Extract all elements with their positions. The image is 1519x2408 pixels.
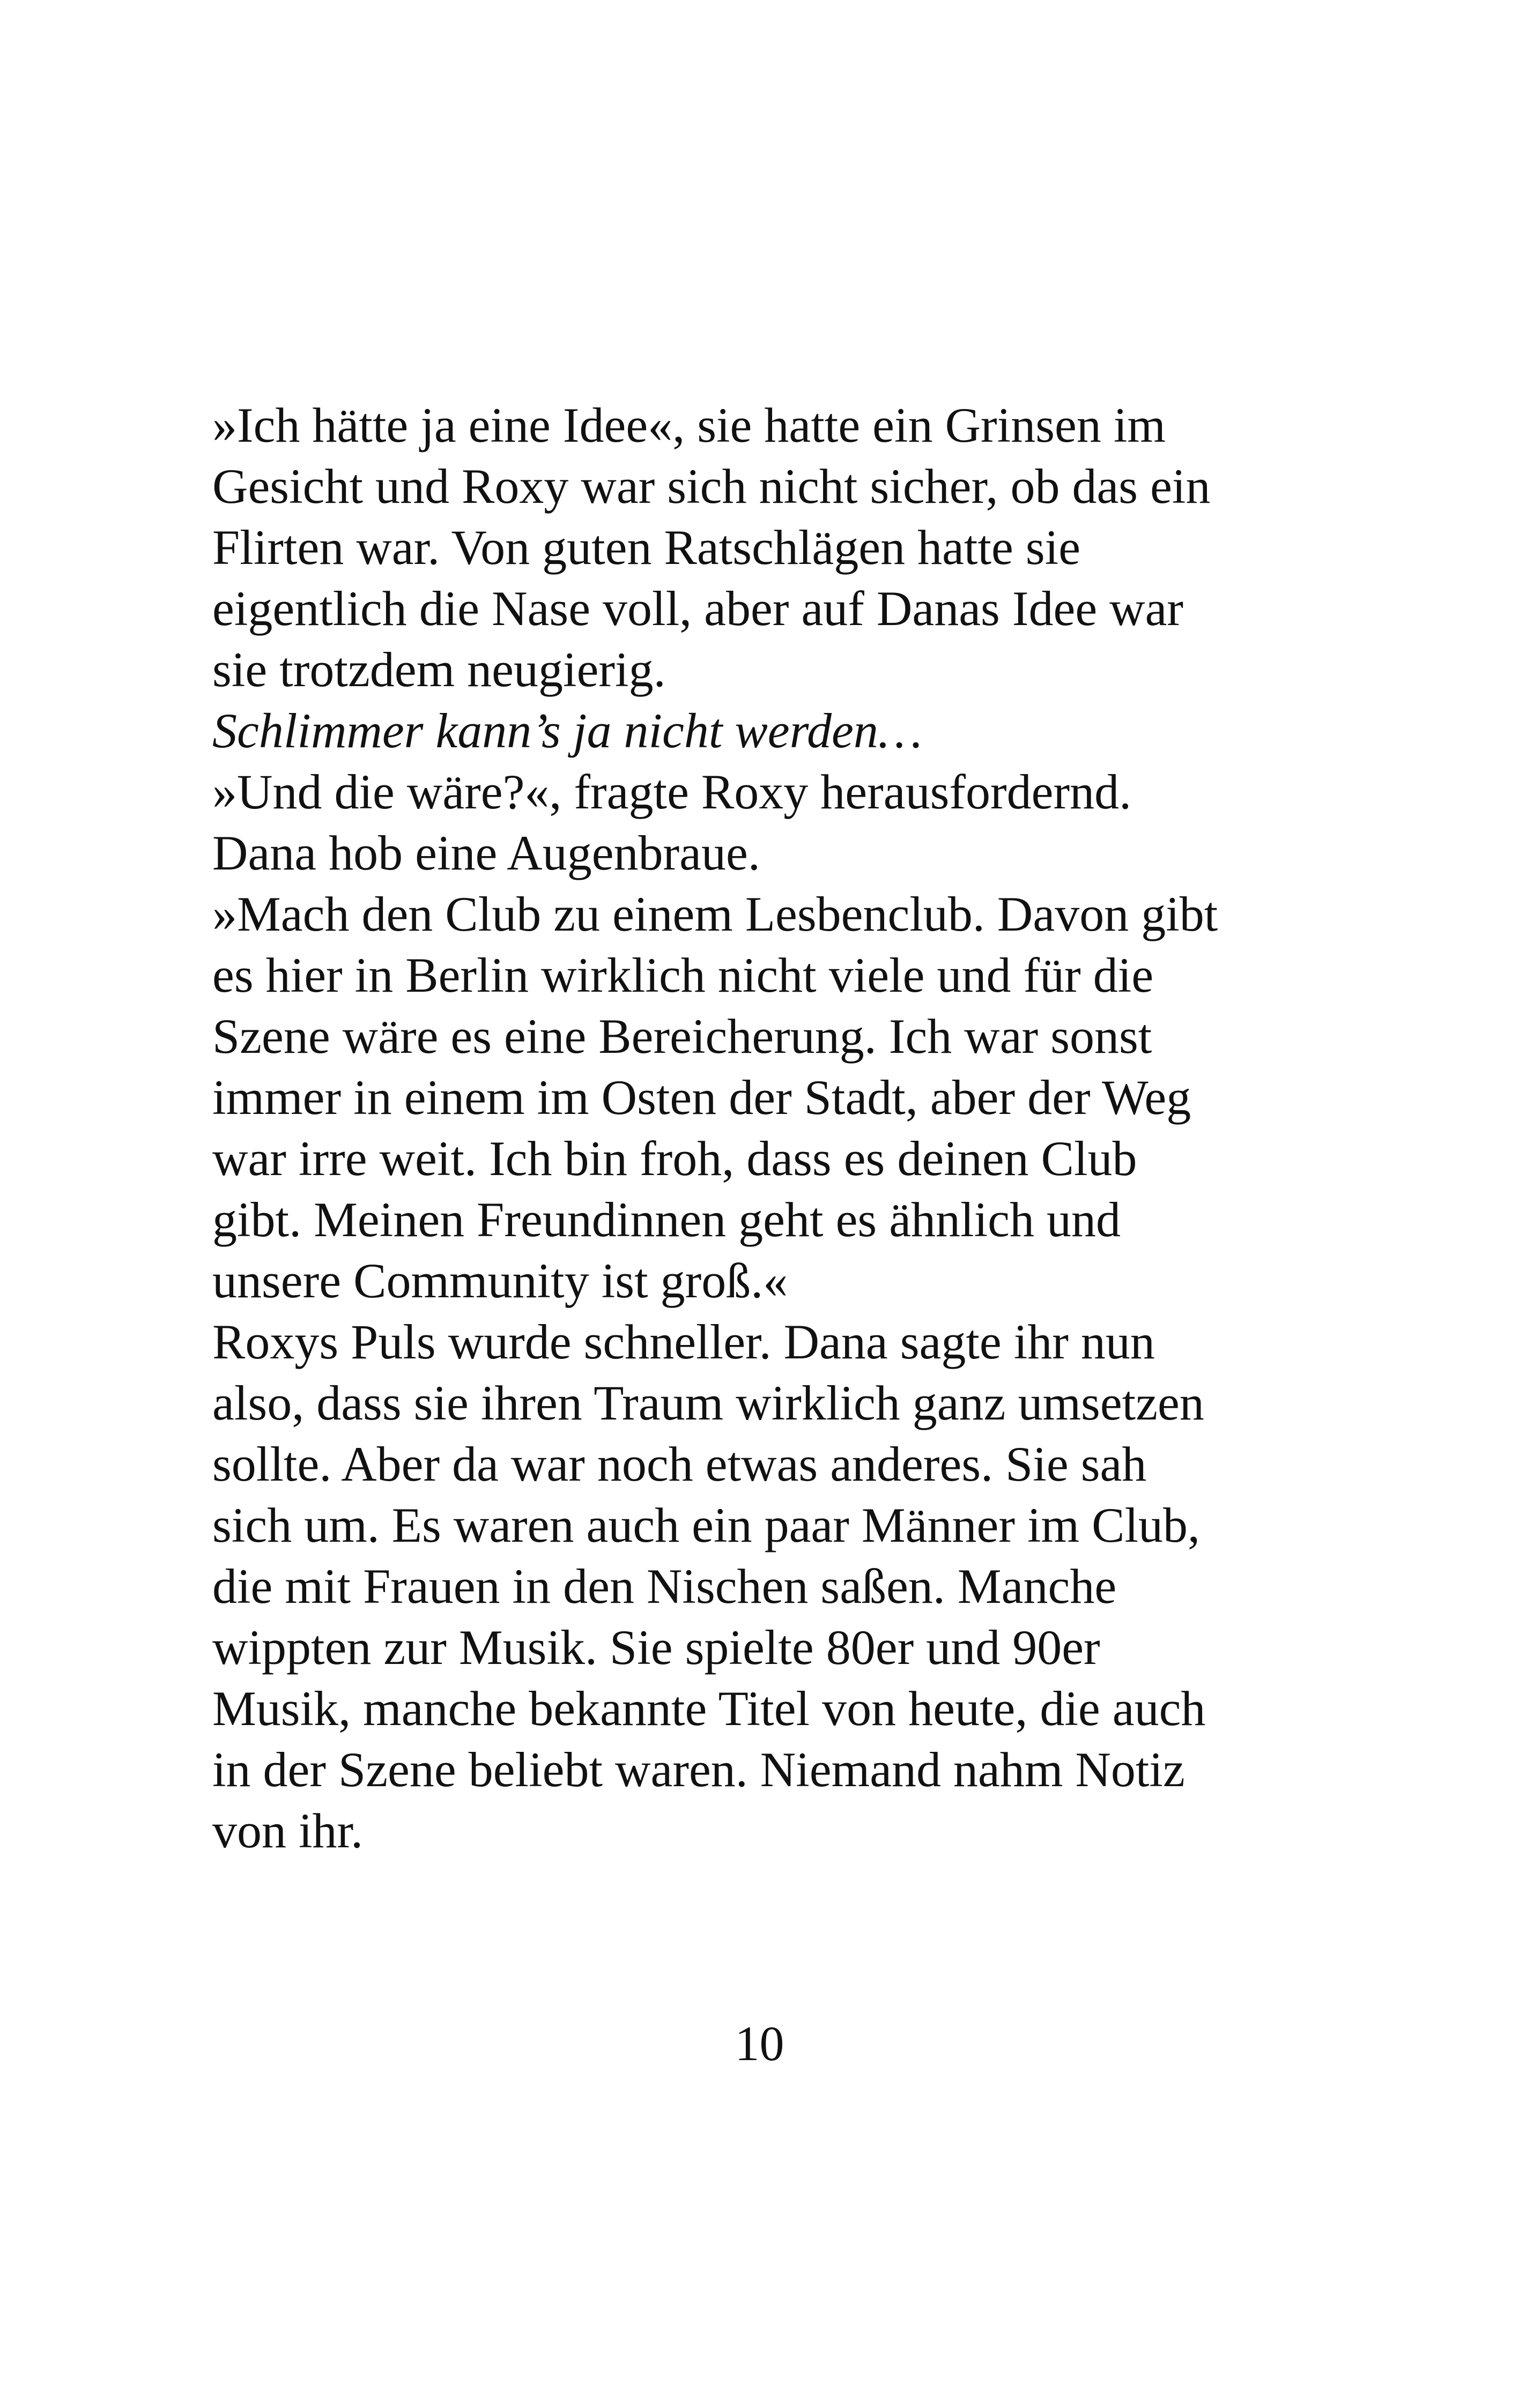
text-line: »Und die wäre?«, fragte Roxy herausfordernd. (212, 764, 1132, 819)
text-line: gibt. Meinen Freundinnen geht es ähnlich und (212, 1192, 1121, 1247)
text-line: Roxys Puls wurde schneller. Dana sagte ihr nun (212, 1314, 1155, 1369)
text-line: Gesicht und Roxy war sich nicht sicher, ob das ein (212, 459, 1211, 514)
text-line: immer in einem im Osten der Stadt, aber der Weg (212, 1070, 1191, 1125)
text-line: unsere Community ist groß.« (212, 1253, 788, 1308)
text-line: »Ich hätte ja eine Idee«, sie hatte ein Grinsen im (212, 398, 1166, 452)
text-line: Flirten war. Von guten Ratschlägen hatte sie (212, 520, 1081, 575)
text-line: von ihr. (212, 1803, 364, 1858)
text-line: eigentlich die Nase voll, aber auf Danas Idee war (212, 581, 1184, 636)
text-line: Dana hob eine Augenbraue. (212, 826, 760, 880)
italic-thought-line: Schlimmer kann’s ja nicht werden… (212, 703, 922, 758)
page-number: 10 (735, 2016, 784, 2071)
text-line: wippten zur Musik. Sie spielte 80er und 90er (212, 1620, 1100, 1675)
text-line: sich um. Es waren auch ein paar Männer im Club, (212, 1498, 1201, 1552)
text-line: also, dass sie ihren Traum wirklich ganz umsetzen (212, 1376, 1204, 1430)
text-line: »Mach den Club zu einem Lesbenclub. Davon gibt (212, 887, 1218, 941)
text-line: Musik, manche bekannte Titel von heute, die auch (212, 1681, 1206, 1736)
body-text (212, 395, 1317, 1861)
text-line: sollte. Aber da war noch etwas anderes. Sie sah (212, 1437, 1147, 1491)
text-line: es hier in Berlin wirklich nicht viele und für die (212, 948, 1154, 1002)
text-line: sie trotzdem neugierig. (212, 642, 666, 697)
text-line: Szene wäre es eine Bereicherung. Ich war sonst (212, 1009, 1152, 1064)
text-line: in der Szene beliebt waren. Niemand nahm Notiz (212, 1742, 1185, 1797)
text-line: war irre weit. Ich bin froh, dass es deinen Club (212, 1131, 1137, 1186)
text-line: die mit Frauen in den Nischen saßen. Manche (212, 1559, 1117, 1614)
